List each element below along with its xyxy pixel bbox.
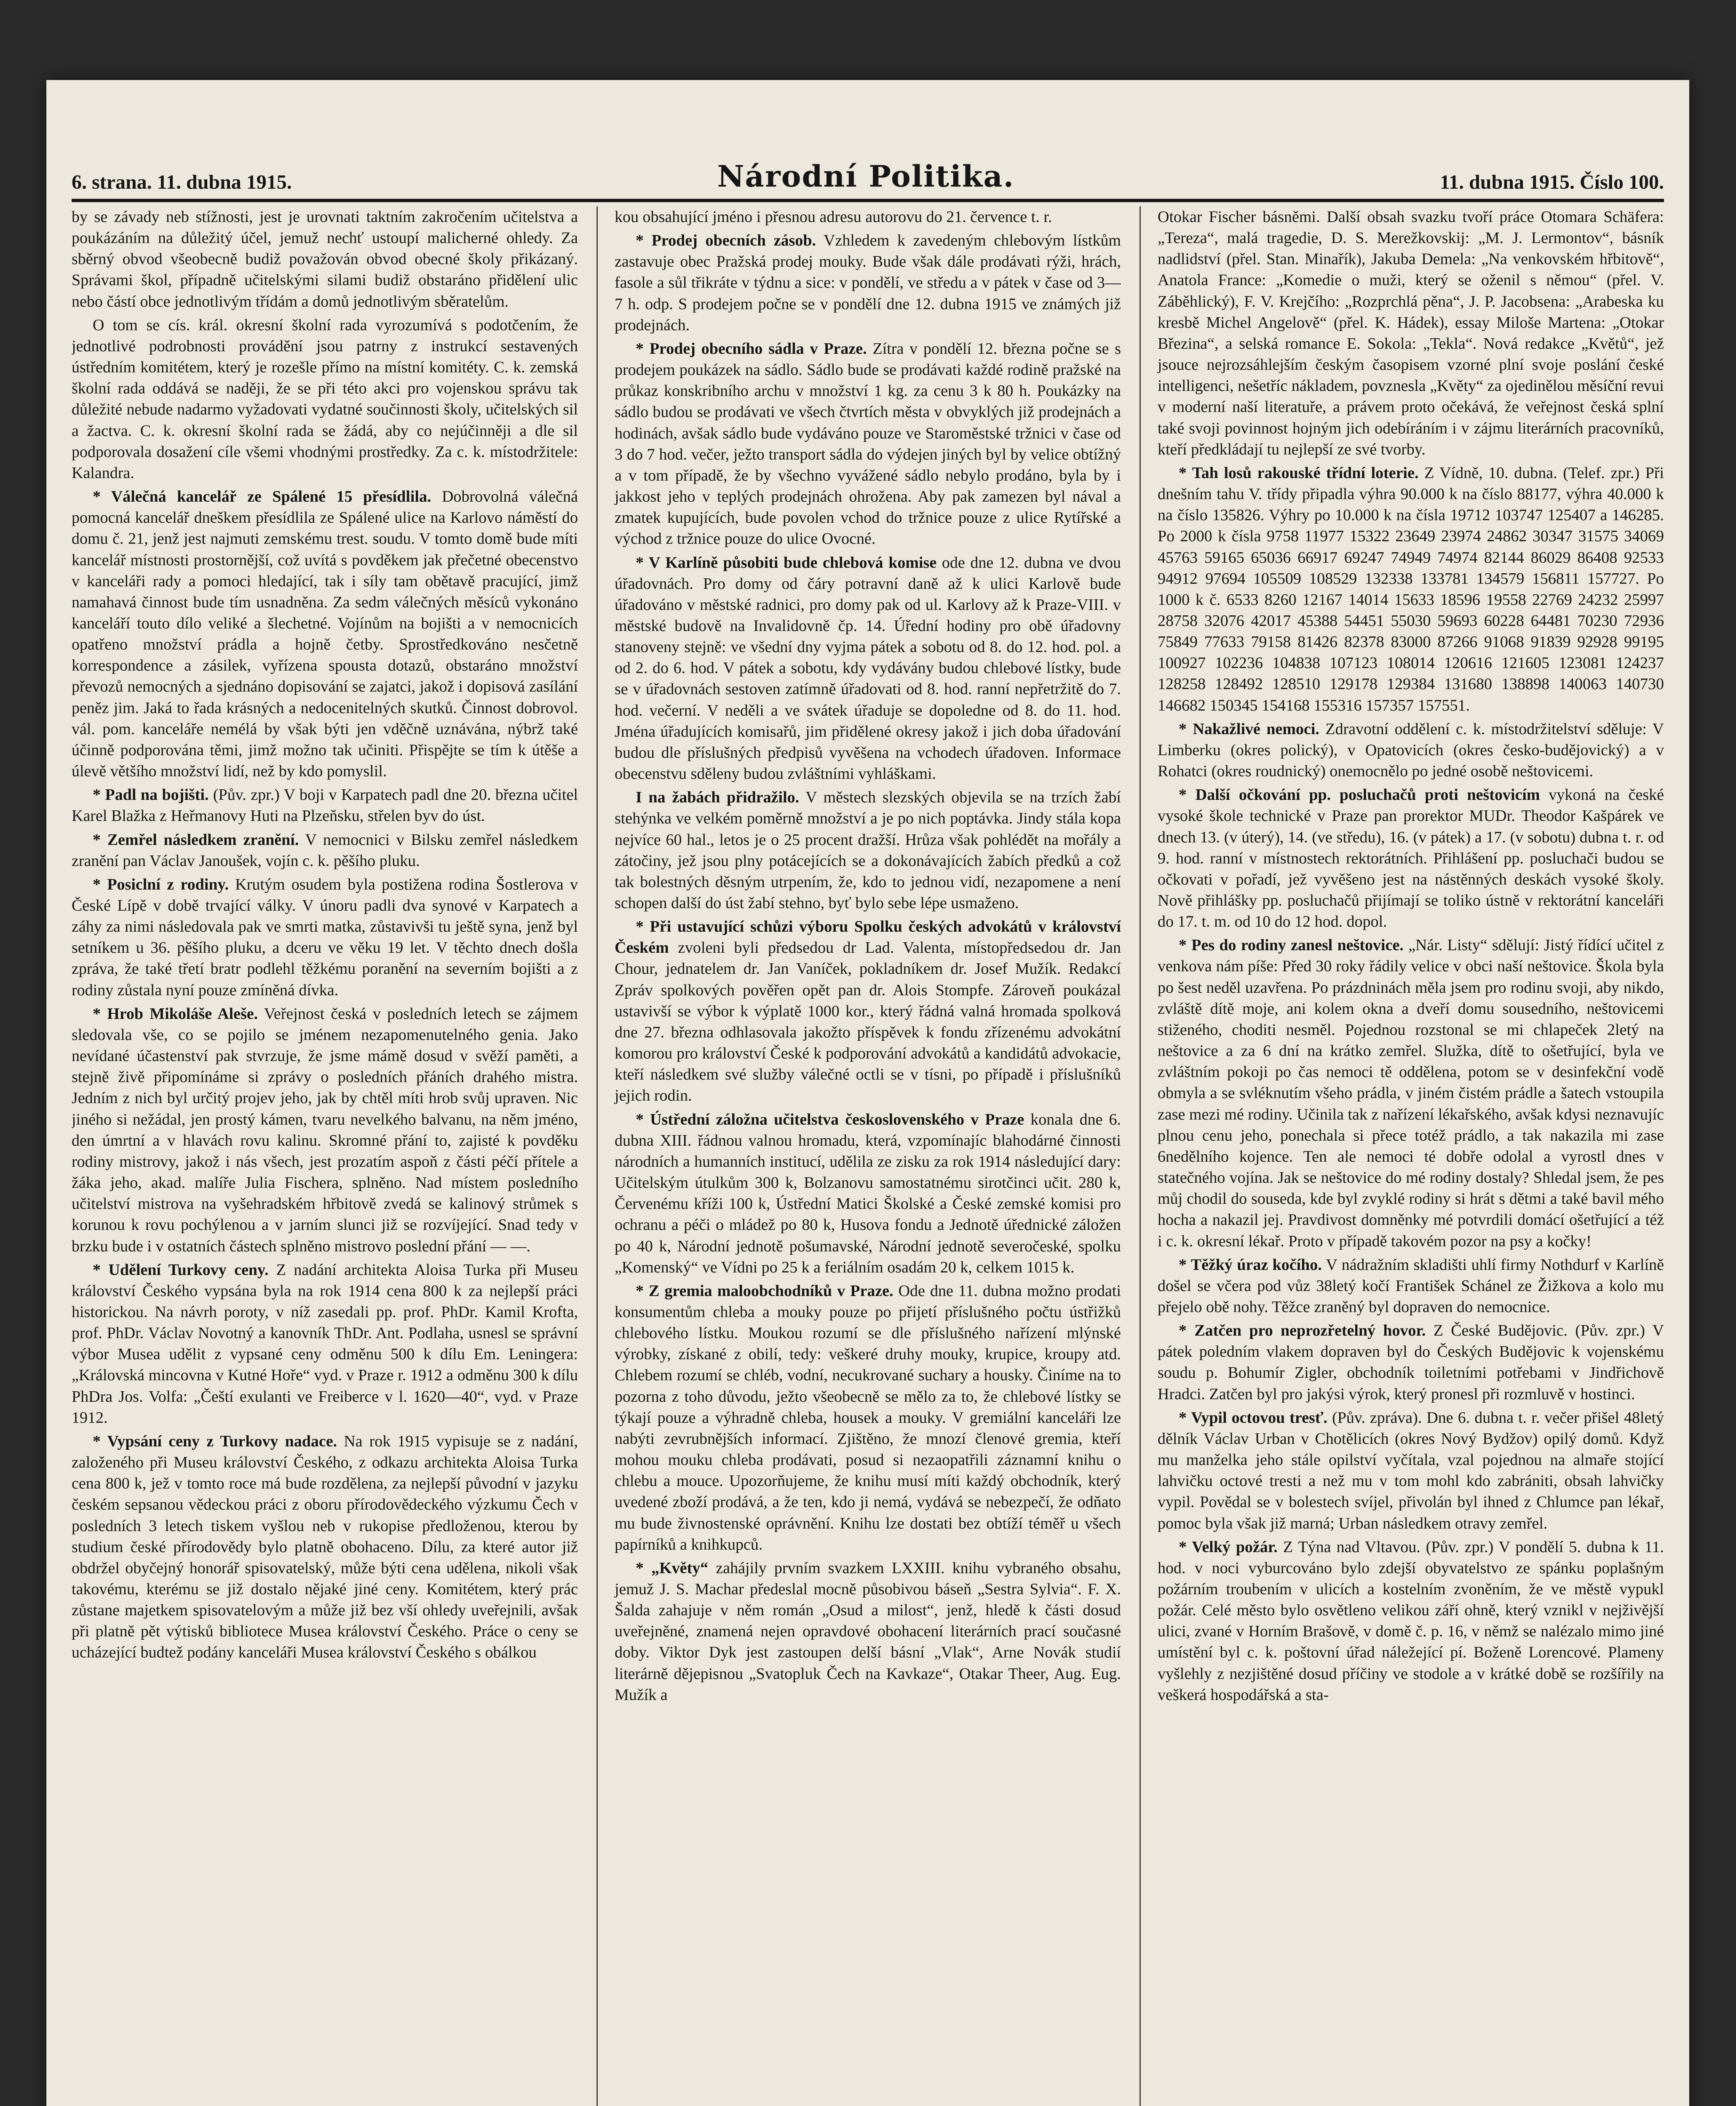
article-heading: * Při ustavující schůzi výboru Spolku českých advokátů v království Českém [615, 918, 1121, 957]
article-text: vykoná na české vysoké škole technické v Praze pan prorektor MUDr. Theodor Kašpárek ve dnech 13. (v úterý), 14. (ve středu), 16. (v pátek) a 17. (v sobotu) dubna t. r. od 9. hod. ranní v místnostech rektorátních. Přihlášení pp. posluchači budou se očkovati v pořadí, jež vyvěšeno jest na nástěnných deskách vysoké školy. Nově přihlášky pp. posluchačů přijímají se toliko ústně v rektorátní kanceláři do 17. t. m. od 10 do 12 hod. dopol. [1158, 786, 1664, 931]
newspaper-page [46, 80, 1689, 2106]
article-heading: * Pes do rodiny zanesl neštovice. [1179, 936, 1404, 954]
article-heading: * Těžký úraz kočího. [1179, 1256, 1322, 1274]
article-heading: * Tah losů rakouské třídní loterie. [1179, 464, 1419, 482]
article-heading: * Prodej obecních zásob. [636, 232, 816, 250]
article-text: Z nadání architekta Aloisa Turka při Museu království Českého vypsána byla na rok 1914 cena 800 k za nejlepší práci historickou. Na návrh poroty, v níž zasedali pp. prof. PhDr. Kamil Krofta, prof. PhDr. Václav Novotný a kanovník ThDr. Ant. Podlaha, usnesl se správní výbor Musea udělit z vypsané ceny odměnu 500 k dílu Em. Leningera: „Královská mincovna v Kutné Hoře“ vyd. v Praze r. 1912 a odměnu 300 k dílu PhDra Jos. Volfa: „Čeští exulanti ve Freiberce v l. 1620—40“, vyd. v Praze 1912. [72, 1261, 578, 1427]
article-heading: * Válečná kancelář ze Spálené 15 přesídlila. [93, 488, 431, 506]
masthead [72, 143, 1664, 202]
article-text: (Pův. zpr.) V boji v Karpatech padl dne 20. března učitel Karel Blažka z Heřmanovy Huti na Plzeňsku, střelen byv do úst. [72, 786, 578, 825]
article-heading: * „Květy“ [636, 1559, 709, 1577]
article-text: Z České Budějovic. (Pův. zpr.) V pátek poledním vlakem dopraven byl do Českých Budějovic k vojenskému soudu p. Bohumír Zigler, obchodník toiletními potřebami v Jindřichově Hradci. Zatčen byl pro jakýsi výrok, který pronesl při rozmluvě v hostinci. [1158, 1322, 1664, 1403]
article-heading: * Vypsání ceny z Turkovy nadace. [93, 1432, 337, 1450]
article-heading: * Nakažlivé nemoci. [1179, 720, 1319, 738]
article-text: Otokar Fischer básněmi. Další obsah svazku tvoří práce Otomara Schäfera: „Tereza“, malá tragedie, D. S. Merežkovskij: „M. J. Lermontov“, básník nadlidství (přel. Stan. Minařík), Jakuba Demela: „Na venkovském hřbitově“, Anatola France: „Komedie o muži, který se oženil s němou“ (přel. V. Záběhlický), F. V. Krejčího: „Rozprchlá pěna“, J. P. Jacobsena: „Arabeska ku kresbě Michel Angelově“ (přel. K. Hádek), essay Miloše Martena: „Otokar Březina“, a selská romance E. Sokola: „Tekla“. Nová redakce „Květů“, jež jsouce nejrozsáhlejším českým časopisem vzorné plní svoje poslání české intelligenci, nešetříc nákladem, povznesla „Květy“ za ojedinělou měsíční revui v moderní naší literatuře, a právem proto očekává, že veřejnost česká splní také svoji povinnost hojným jich odebíráním i v zájmu literárních pracovníků, kteří předkládají tu nejlepší ze své tvorby. [1158, 208, 1664, 458]
article-text: Dobrovolná válečná pomocná kancelář dneškem přesídlila ze Spálené ulice na Karlovo náměstí do domu č. 21, jenž jest najmuti zemskému trest. soudu. V tomto domě bude míti kancelář místnosti prostornější, což uvítá s povděkem jak přečetné obecenstvo v kanceláři rady a pomoci hledající, tak i síly tam obětavě pracující, jimž namahavá činnost bude tím usnadněna. Za sedm válečných měsíců vykonáno kanceláří touto dílo veliké a šlechetné. Vojínům na bojišti a v nemocnicích opatřeno množství prádla a hojně četby. Sprostředkováno nesčetně korrespondence a zásilek, vyřízena spousta dotazů, obstaráno množství převozů nemocných a sjednáno dopisování se zajatci, jakož i dopisová zasílání peněz jim. Jaká to řada krásných a nedocenitelných skutků. Činnost dobrovol. vál. pom. kanceláře nemélá by však býti jen vděčně uznávána, nýbrž také účinně podporována těmi, jimž možno tak učiniti. Přispějte se tím k útěše a úlevě většího množství lidí, než by kdo pomyslil. [72, 488, 578, 780]
article-heading: * Ústřední záložna učitelstva československého v Praze [636, 1110, 1024, 1128]
article-text: zvoleni byli předsedou dr Lad. Valenta, místopředsedou dr. Jan Chour, jednatelem dr. Jan Vaníček, pokladníkem dr. Josef Mužík. Redakcí Zpráv spolkových pověřen opět pan dr. Alois Stompfe. Zároveň poukázal ustavivší se výbor k výplatě 1000 kor., který řádná valná hromada spolková dne 27. března odhlasovala jakožto příspěvek k fondu zřízenému advokátní komorou pro království České k podporování advokátů a kandidátů advokacie, kteří následkem své služby válečné octli se v tísni, po případě i příslušníků jejich rodin. [615, 939, 1121, 1105]
article-heading: * Zemřel následkem zranění. [93, 831, 299, 849]
article-heading: * Udělení Turkovy ceny. [93, 1261, 269, 1279]
article-text: Z Vídně, 10. dubna. (Telef. zpr.) Při dnešním tahu V. třídy připadla výhra 90.000 k na číslo 88177, výhra 40.000 k na číslo 135826. Výhry po 10.000 k na čísla 19712 103747 125407 a 146285. Po 2000 k čísla 9758 11977 15322 23649 23974 24862 30347 31575 34069 45763 59165 65036 66917 69247 74949 74974 82144 86029 86408 92533 94912 97694 105509 108529 132338 133781 134579 156811 157727. Po 1000 k č. 6533 8260 12167 14014 15633 18596 19558 22769 24232 25997 28758 32076 42017 45388 54451 55030 59693 60228 64481 70230 72936 75849 77633 79158 81426 82378 83000 87266 91068 91839 92928 99195 100927 102236 104838 107123 108014 120616 121605 123081 124237 128258 128492 128510 129178 129384 131680 138898 140063 140730 146682 150345 154168 155316 157357 157551. [1158, 464, 1664, 714]
article-columns [72, 206, 1664, 2106]
issue-number: 11. dubna 1915. Číslo 100. [1439, 171, 1664, 193]
article-heading: * Z gremia maloobchodníků v Praze. [636, 1282, 893, 1300]
article-text: Vzhledem k zavedeným chlebovým lístkům zastavuje obec Pražská prodej mouky. Bude však dále prodávati rýži, hrách, fasole a sůl třikráte v týdnu a sice: v pondělí, ve středu a v pátek v čase od 3—7 h. odp. S prodejem počne se v pondělí dne 12. dubna 1915 ve známých již prodejnách. [615, 232, 1121, 334]
article-text: ode dne 12. dubna ve dvou úřadovnách. Pro domy od čáry potravní daně až k ulici Karlově bude úřadováno v městské radnici, pro domy pak od ul. Karlovy až k Praze-VIII. v městské budově na Invalidovně čp. 14. Úřední hodiny pro obě úřadovny stanoveny stejně: ve všední dny vyjma pátek a sobotu od 8. do 12. hod. pol. a od 2. do 6. hod. V pátek a sobotu, kdy vydávány budou chlebové lístky, bude se v úřadovnách sestoven zatímně úřadovati od 8. hod. ranní nepřetržitě do 7. hod. večerní. V neděli a ve svátek úřaduje se dopoledne od 8. do 11. hod. Jména úřadujících komisařů, jim přidělené okresy jakož i jich doba úřadování budou dle příslušných předpisů vyvěšena na vchodech úřadoven. Informace obecenstvu sděleny budou zvláštními vyhláškami. [615, 553, 1121, 783]
article-text: by se závady neb stížnosti, jest je urovnati taktním zakročením učitelstva a poukázáním na důležitý účel, jemuž nechť ustoupí malicherné ohledy. Za sběrný obvod všeobecně budiž považován obvod obecné školy přikázaný. Správami škol, případně učitelskými silami budiž obstaráno přidělení ulic nebo částí obce jednotlivým třídám a domů jednotlivým sběratelům. [72, 208, 578, 310]
article-text: Zítra v pondělí 12. března počne se s prodejem poukázek na sádlo. Sádlo bude se prodávati každé rodině pražské na průkaz konskribního archu v množství 1 kg. za cenu 3 k 80 h. Poukázky na sádlo budou se prodávati ve všech čtvrtích města v obvyklých již prodejnách a hodinách, avšak sádlo bude vydáváno pouze ve Staroměstské tržnici v čase od 3 do 7 hod. večer, ježto transport sádla do výdejen jiných byl by velice obtížný a v tom případě, že by všechno vyvážené sádlo nebylo prodáno, byla by i jakkost jeho v teplých prodejnách ohrožena. Aby pak zamezen byl nával a zmatek kupujících, bude povolen vchod do tržnice pouze z ulice Rytířské a východ z tržnice pouze do ulice Ovocné. [615, 339, 1121, 548]
article-text: Z Týna nad Vltavou. (Pův. zpr.) V pondělí 5. dubna k 11. hod. v noci vyburcováno bylo zdejší obyvatelstvo ze spánku poplašným požárním troubením v ulicích a kostelním zvoněním, že ve městě vypukl požár. Celé město bylo osvětleno velikou září ohně, který vznikl v nejživější ulici, zvané v Horním Brašově, v domě č. p. 16, v němž se nalézalo mimo jiné umístění byl c. k. poštovní úřad náležející pí. Boženě Lorencové. Plameny vyšlehly z nezjištěné dosud příčiny ve stodole a v krátké době se rozšířily na veškerá hospodářská a sta- [1158, 1538, 1664, 1704]
article-heading: * Hrob Mikoláše Aleše. [93, 1005, 258, 1023]
article-text: V nádražním skladišti uhlí firmy Nothdurf v Karlíně došel se včera pod vůz 38letý kočí František Schánel ze Žižkova a kolo mu přejelo obě nohy. Těžce zraněný byl dopraven do nemocnice. [1158, 1256, 1664, 1316]
article-text: O tom se cís. král. okresní školní rada vyrozumívá s podotčením, že jednotlivé podrobnosti provádění jsou patrny z instrukcí sestavených ústředním komitétem, který je rozešle přímo na místní komitéty. C. k. zemská školní rada oddává se naději, že se při této akci pro vojenskou správu tak důležité nebude nadarmo vyžadovati vydatné součinnosti školy, učitelských sil a žactva. C. k. okresní školní rada se žádá, aby co nejúčinněji a dle sil podporovala dosažení cíle všemi vhodnými prostředky. Za c. k. místodržitele: Kalandra. [72, 316, 578, 482]
article-text: Krutým osudem byla postižena rodina Šostlerova v České Lípě v době trvající války. V únoru padli dva synové v Karpatech a záhy za nimi následovala pak ve smrti matka, zůstavivši tu ještě syna, jenž byl setníkem u 36. pěšího pluku, a dceru ve věku 19 let. V těchto dnech došla zpráva, že také třetí bratr podlehl těžkému poranění na severním bojišti a z rodiny zůstala nyní pouze zmíněná dívka. [72, 875, 578, 999]
column-2 [596, 206, 1121, 2106]
article-text: Zdravotní oddělení c. k. místodržitelství sděluje: V Limberku (okres polický), v Opatovicích (okres česko-budějovický) a v Rohatci (okres roudnický) onemocnělo po jedné osobě neštovicemi. [1158, 720, 1664, 780]
article-text: „Nár. Listy“ sdělují: Jistý řídící učitel z venkova nám píše: Před 30 roky řádily velice v obci naší neštovice. Škola byla po šest neděl uzavřena. Po prázdninách měla jsem pro rodinu svoji, aby nikdo, zvláště dítě moje, ani kolem okna a dveří domu sousedního, neštovicemi stiženého, choditi nesměl. Pojednou rozstonal se mi chlapeček 2letý na neštovice a za 6 dní na krátko zemřel. Služka, dítě to ošetřující, byla ve zvláštním pokoji po čas nemoci tě oddělena, potom se v desinfekční vodě obmyla a se svléknutím všeho prádla, v jiném čistém prádle a šatech vstoupila zase mezi mé rodiny. Učinila tak z nařízení lékařského, avšak kdysi neznavujíc plnou cenu jeho, ponechala si přece totéž prádlo, a tak nakazila mi zase 6nedělního kojence. Ten ale nemoci té dobře odolal a vyrostl dnes v statečného vojína. Jak se neštovice do mé rodiny dostaly? Shledal jsem, že pes můj chodil do souseda, kde byl zvyklé rodiny si hrát s dětmi a také bavil mého hocha a nakazil jej. Pravdivost domněnky mé potvrdili domácí ošetřující a též i c. k. okresní lékař. Proto v případě takovém pozor na psy a kočky! [1158, 936, 1664, 1250]
column-1 [72, 206, 578, 2106]
article-text: zahájily prvním svazkem LXXIII. knihu vybraného obsahu, jemuž J. S. Machar předeslal mocně působivou báseň „Sestra Sylvia“. F. X. Šalda zahajuje v něm román „Osud a milost“, jenž, hledě k části dosud uveřejněné, znamená nejen opravdové obohacení literárních prací současné doby. Viktor Dyk jest zastoupen delší básní „Vlak“, Arne Novák studií literárně dějepisnou „Svatopluk Čech na Kavkaze“, Otakar Theer, Aug. Eug. Mužík a [615, 1559, 1121, 1704]
article-heading: * Vypil octovou tresť. [1179, 1408, 1328, 1427]
page-date-left: 6. strana. 11. dubna 1915. [72, 171, 292, 193]
article-heading: * Velký požár. [1179, 1538, 1278, 1556]
article-heading: * Padl na bojišti. [93, 786, 209, 804]
article-heading: * Zatčen pro neprozřetelný hovor. [1179, 1322, 1426, 1340]
article-heading: * Další očkování pp. posluchačů proti neštovicím [1179, 786, 1540, 804]
article-heading: * Prodej obecního sádla v Praze. [636, 339, 867, 358]
column-3 [1140, 206, 1664, 2106]
newspaper-title: Národní Politika. [717, 159, 1015, 194]
article-heading: I na žabách přidražilo. [636, 788, 800, 807]
article-text: konala dne 6. dubna XIII. řádnou valnou hromadu, která, vzpomínajíc blahodárné činnosti národních a humanních institucí, udělila ze zisku za rok 1914 následující dary: Učitelským útulkům 300 k, Bolzanovu samostatnému sirotčinci učit. 280 k, Červenému kříži 100 k, Ústřední Matici Školské a České zemské komisi pro ochranu a péči o mládež po 80 k, Husova fondu a Jednotě úřednické záložen po 40 k, Národní jednotě pošumavské, Národní jednotě severočeské, spolku „Komenský“ ve Vídni po 25 k a feriálním osadám 20 k, celkem 1015 k. [615, 1110, 1121, 1276]
article-text: Veřejnost česká v posledních letech se zájmem sledovala vše, co se pojilo se jménem nezapomenutelného genia. Jako nevídané účastenství pak stvrzuje, že jsme mámě dosud v svěží paměti, a stejně živě připomínáme si zprávy o posledních přáních drahého mistra. Jedním z nich byl určitý projev jeho, jak by chtěl míti hrob svůj upraven. Nic jiného si nežádal, jen prostý kámen, tvaru nevelkého balvanu, na něm jméno, den úmrtní a v hlavách rovu kalinu. Skromné přání to, zajisté k povděku rodiny mistrovy, jakož i nás všech, jest prozatím aspoň z části péčí přítele a žáka jeho, akad. malíře Julia Fischera, splněno. Nad místem posledního učitelství mistrova na vyšehradském hřbitově zvedá se kalinový strůmek s korunou k rovu pochýlenou a v jarním slunci již se rozvíjející. Snad tedy v brzku bude i v ostatních částech splněno mistrovo poslední přání — —. [72, 1005, 578, 1255]
article-text: V městech slezských objevila se na trzích žabí stehýnka ve velkém poměrně množství a je po nich poptávka. Jindy stála kopa nejvíce 60 hal., letos je o 25 procent dražší. Hrůza však pohlédět na mořály a zátočiny, jež jsou plny potácejících se a dokonávajících žabích předků a což tak bolestných děsným utrpením, že, kdo to jednou vidí, nezapomene a není schopen další do úst žabí stehno, byť bylo sebe lépe usmaženo. [615, 788, 1121, 912]
article-text: Na rok 1915 vypisuje se z nadání, založeného při Museu království Českého, z odkazu architekta Aloisa Turka cena 800 k, jež v tomto roce má bude rozdělena, za nejlepší původní v jazyku českém sepsanou vědeckou práci z oboru přírodovědeckého výzkumu Čech v posledních 3 letech tiskem vyšlou neb v rukopise předloženou, kterou by studium české přírodovědy bylo platně obohaceno. Dílu, za které autor již obdržel obyčejný honorář spisovatelský, může býti cena udělena, nikoli však takovému, kterému se již dostalo nějaké jiné ceny. Komitétem, který prác zůstane majetkem spisovatelovým a může již bez vší ohledy uveřejnili, avšak při platně pět výtisků bibliotece Musea království Českého. Práce o ceny se ucházející budtež podány kanceláři Musea království Českého s obálkou [72, 1432, 578, 1662]
article-text: V nemocnici v Bilsku zemřel následkem zranění pan Václav Janoušek, vojín c. k. pěšího pluku. [72, 831, 578, 870]
article-text: Ode dne 11. dubna možno prodati konsumentům chleba a mouky pouze po přijetí příslušného počtu ústřižků chlebového lístku. Moukou rozumí se dle příslušného nařízení mlýnské výrobky, získané z obilí, tedy: veškeré druhy mouky, krupice, kroupy atd. Chlebem rozumí se chléb, vodní, necukrované suchary a housky. Činíme na to pozorna z toho důvodu, ježto všeobecně se mělo za to, že chlebové lístky se týkají pouze a výhradně chleba, housek a mouky. V gremiální kanceláři lze nabýti zevrubnějších informací. Zjištěno, že mnozí členové gremia, kteří mohou mouku chleba prodávati, posud si nezaopatřili záznamní knihu o chlebu a mouce. Upozorňujeme, že knihu musí míti každý obchodník, který uvedené zboží prodává, a že ten, kdo ji nemá, vydává se nebezpečí, že odňato mu bude živnostenské oprávnění. Knihu lze dostati bez obtíží téměř u všech papírníků a knihkupců. [615, 1282, 1121, 1553]
article-heading: * V Karlíně působiti bude chlebová komise [636, 553, 937, 572]
article-text: kou obsahující jméno i přesnou adresu autorovu do 21. července t. r. [615, 208, 1052, 226]
article-heading: * Posiclní z rodiny. [93, 875, 229, 893]
article-text: (Pův. zpráva). Dne 6. dubna t. r. večer přišel 48letý dělník Václav Urban v Chotělicích (okres Nový Bydžov) opilý domů. Když mu manželka jeho stále opilství vyčítala, vzal pojednou na almaře stojící lahvičku octové tresti a než mu v tom mohl kdo zabrániti, obsah lahvičky vypil. Povědal se v bolestech svíjel, přivolán byl ihned z Chlumce pan lékař, pomoc byla však již marná; Urban následkem otravy zemřel. [1158, 1408, 1664, 1532]
